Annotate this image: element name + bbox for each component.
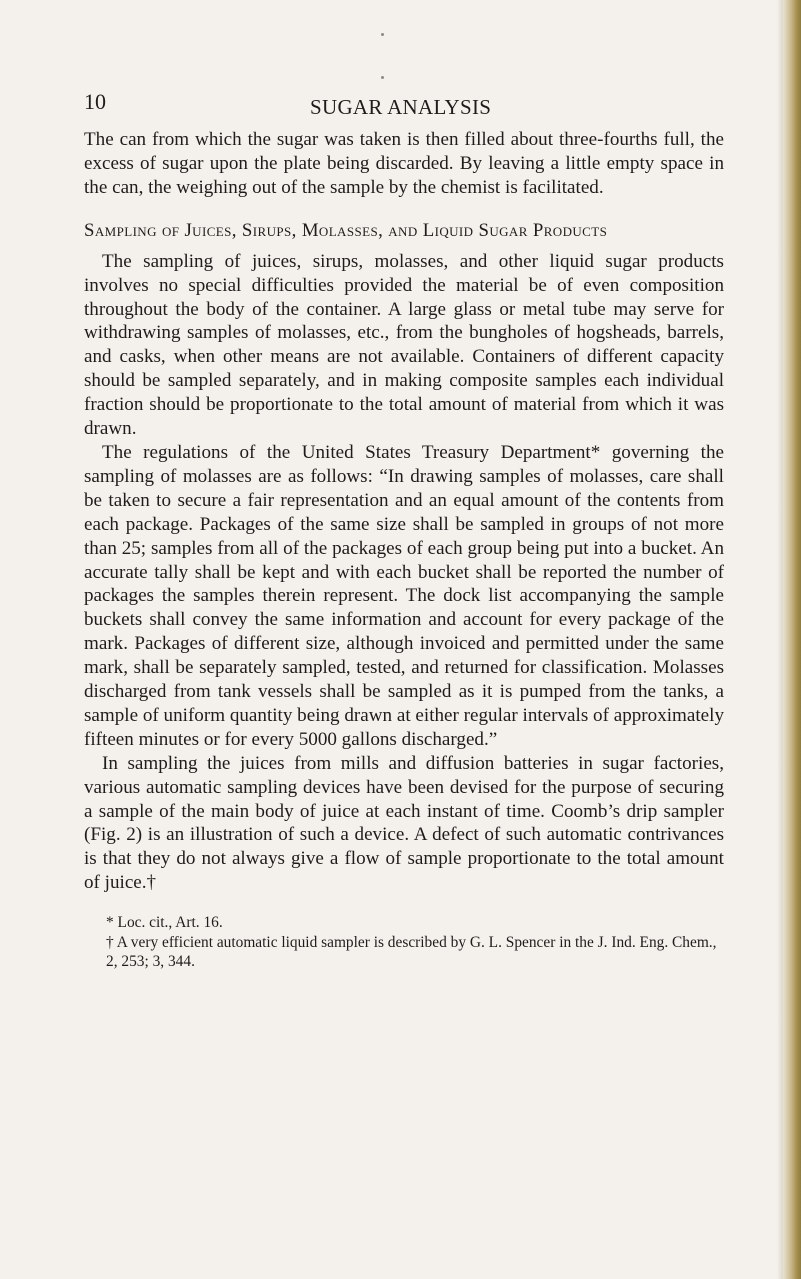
- section-heading: Sampling of Juices, Sirups, Molasses, and Liquid Sugar Products: [84, 219, 608, 241]
- text-block: [84, 128, 724, 972]
- paragraph-1: The can from which the sugar was taken is then filled about three-fourths full, the excess of sugar upon the plate being discarded. By leaving a little empty space in the can, the weighing out of the sample by the chemist is facilitated.: [84, 129, 724, 198]
- paragraph-3: The regulations of the United States Treasury Department* governing the sampling of molasses are as follows: “In drawing samples of molasses, care shall be taken to secure a fair representation and an equal amount of the contents from each package. Packages of the same size shall be sampled in groups of not more than 25; samples from all of the packages of each group being put into a bucket. An accurate tally shall be kept and with each bucket shall be reported the number of packages the samples therein represent. The dock list accompanying the sample buckets shall convey the same information and account for every package of the mark. Packages of different size, although invoiced and permitted under the same mark, shall be separately sampled, tested, and returned for classification. Molasses discharged from tank vessels shall be sampled as it is pumped from the tanks, a sample of uniform quantity being drawn at either regular intervals of approximately fifteen minutes or for every 5000 gallons discharged.”: [84, 441, 724, 750]
- running-title: SUGAR ANALYSIS: [310, 95, 492, 119]
- paragraph-4: In sampling the juices from mills and diffusion batteries in sugar factories, various automatic sampling devices have been devised for the purpose of securing a sample of the main body of juice at each instant of time. Coomb’s drip sampler (Fig. 2) is an illustration of such a device. A defect of such automatic contrivances is that they do not always give a flow of sample proportionate to the total amount of juice.†: [84, 752, 724, 894]
- page-edge: [783, 0, 801, 1279]
- running-head: [84, 90, 724, 122]
- footnotes: [84, 913, 724, 972]
- print-mark: [381, 33, 384, 36]
- footnote-1: * Loc. cit., Art. 16.: [106, 914, 223, 932]
- print-mark: [381, 76, 384, 79]
- paragraph-2: The sampling of juices, sirups, molasses, and other liquid sugar products involves no special difficulties provided the material be of even composition throughout the body of the container. A large glass or metal tube may serve for withdrawing samples of molasses, etc., from the bungholes of hogsheads, barrels, and casks, when other means are not available. Containers of different capacity should be sampled separately, and in making composite samples each individual fraction should be proportionate to the total amount of material from which it was drawn.: [84, 250, 724, 440]
- page-number: 10: [84, 89, 106, 114]
- footnote-2: † A very efficient automatic liquid sampler is described by G. L. Spencer in the J. Ind. Eng. Chem., 2, 253; 3, 344.: [106, 933, 717, 971]
